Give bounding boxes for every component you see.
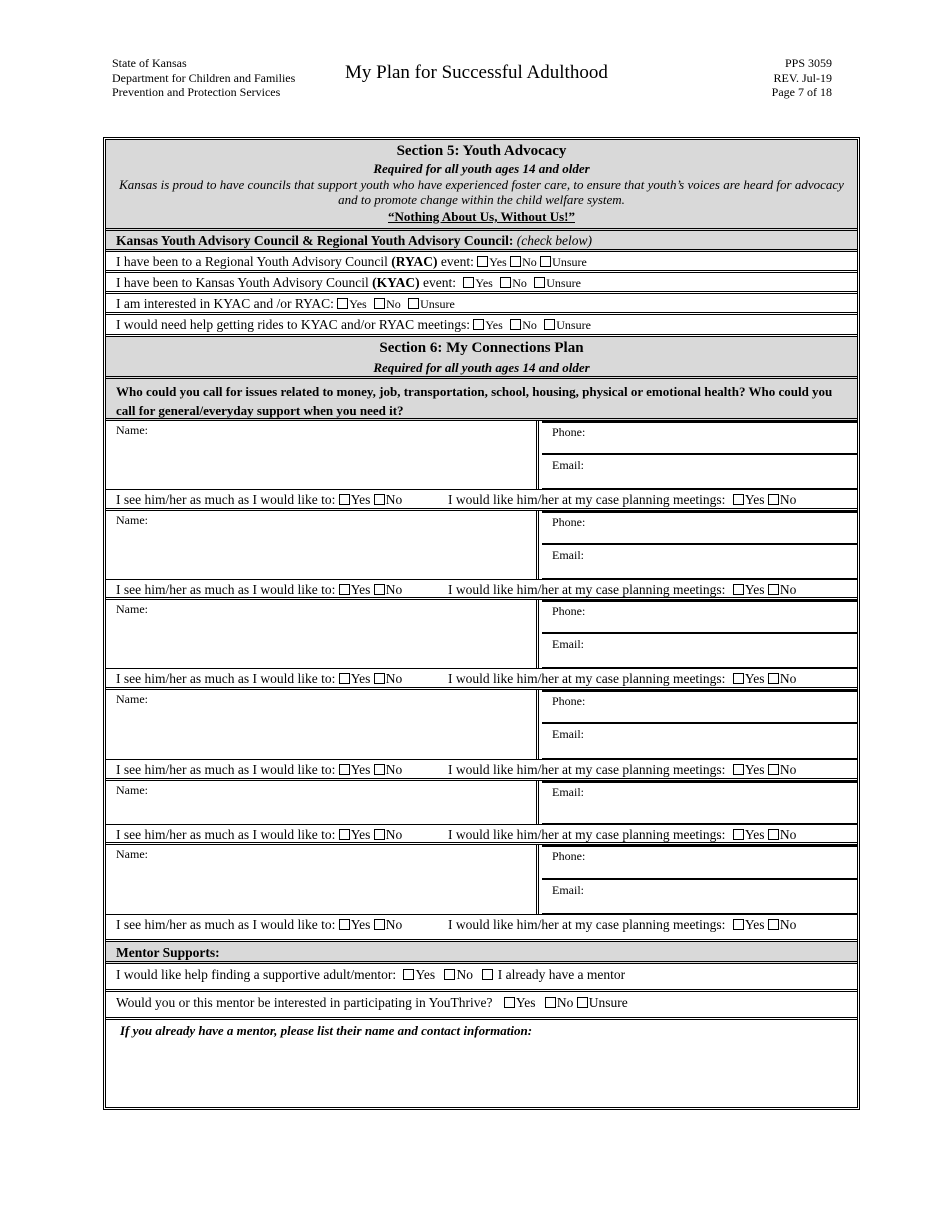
yes-label: Yes [744,582,765,597]
contact-block-6 [106,845,857,915]
contact-preference-row-3 [106,669,857,690]
see-no-checkbox[interactable] [374,494,385,505]
email-label: Email: [552,548,584,562]
contact-name-cell[interactable] [106,421,539,490]
phone-label: Phone: [552,694,586,708]
kyac-event-question: I have been to Kansas Youth Advisory Council [116,275,369,290]
see-no-checkbox[interactable] [374,829,385,840]
interest-unsure-checkbox[interactable] [408,298,419,309]
form-info-block [772,56,832,100]
contact-email-cell[interactable] [542,880,857,915]
see-no-checkbox[interactable] [374,919,385,930]
no-label: No [385,762,403,777]
section6-question: Who could you call for issues related to money, job, transportation, school, housing, physical or emotional health? Who could you call for general/everyday support when you need it? [116,384,833,418]
meeting-yes-checkbox[interactable] [733,494,744,505]
yes-label: Yes [415,967,436,982]
yes-label: Yes [350,917,371,932]
name-label: Name: [116,602,148,616]
mentor-heading: Mentor Supports: [116,945,220,960]
contact-email-cell[interactable] [542,634,857,669]
no-label: No [779,582,797,597]
name-label: Name: [116,692,148,706]
section6-required: Required for all youth ages 14 and older [373,360,590,375]
rides-row [106,315,857,337]
no-label: No [386,297,401,311]
already-have-mentor-checkbox[interactable] [482,969,493,980]
see-yes-checkbox[interactable] [339,919,350,930]
interest-no-checkbox[interactable] [374,298,385,309]
unsure-label: Unsure [546,276,581,290]
ryac-unsure-checkbox[interactable] [540,256,551,267]
contact-preference-row-4 [106,760,857,781]
yes-label: Yes [350,671,371,686]
contact-name-cell[interactable] [106,600,539,669]
yes-label: Yes [744,671,765,686]
section5-intro: Kansas is proud to have councils that support youth who have experienced foster care, to ensure that youth’s voices are heard for advocacy and to promote change within the child welfare system. [119,177,844,207]
youthrive-question: Would you or this mentor be interested in participating in YouThrive? [116,995,493,1010]
ryac-event-question: I have been to a Regional Youth Advisory Council [116,254,388,269]
kyac-event-suffix: event: [423,275,456,290]
yes-label: Yes [350,827,371,842]
yes-label: Yes [475,276,493,290]
mentor-help-no-checkbox[interactable] [444,969,455,980]
meeting-question: I would like him/her at my case planning meetings: [448,492,726,507]
unsure-label: Unsure [556,318,591,332]
meeting-question: I would like him/her at my case planning meetings: [448,582,726,597]
yes-label: Yes [350,582,371,597]
phone-label: Phone: [552,425,586,439]
see-question: I see him/her as much as I would like to: [116,492,336,507]
no-label: No [385,917,403,932]
agency-state: State of Kansas [112,56,187,70]
contact-block-4 [106,690,857,760]
meeting-question: I would like him/her at my case planning meetings: [448,671,726,686]
contact-preference-row-5 [106,825,857,845]
page-number: Page 7 of 18 [771,85,832,99]
rides-no-checkbox[interactable] [510,319,521,330]
yes-label: Yes [744,827,765,842]
no-label: No [385,671,403,686]
meeting-no-checkbox[interactable] [768,494,779,505]
no-label: No [779,827,797,842]
meeting-no-checkbox[interactable] [768,584,779,595]
see-yes-checkbox[interactable] [339,764,350,775]
email-label: Email: [552,727,584,741]
mentor-list-prompt: If you already have a mentor, please list their name and contact information: [120,1023,533,1038]
contact-phone-cell[interactable] [542,421,857,455]
yes-label: Yes [744,492,765,507]
see-question: I see him/her as much as I would like to: [116,827,336,842]
agency-division: Prevention and Protection Services [112,85,281,99]
email-label: Email: [552,785,584,799]
rides-yes-checkbox[interactable] [473,319,484,330]
kyac-no-checkbox[interactable] [500,277,511,288]
unsure-label: Unsure [588,995,628,1010]
yes-label: Yes [350,492,371,507]
youthrive-yes-checkbox[interactable] [504,997,515,1008]
yes-label: Yes [744,762,765,777]
meeting-question: I would like him/her at my case planning meetings: [448,917,726,932]
agency-block [112,56,295,100]
contact-preference-row-1 [106,490,857,511]
contact-email-cell[interactable] [542,545,857,580]
section5-title: Section 5: Youth Advocacy [396,143,567,159]
kyac-unsure-checkbox[interactable] [534,277,545,288]
contact-email-cell[interactable] [542,724,857,760]
contact-phone-cell[interactable] [542,845,857,880]
rides-unsure-checkbox[interactable] [544,319,555,330]
no-label: No [522,255,537,269]
yes-label: Yes [350,762,371,777]
yes-label: Yes [515,995,536,1010]
form-id: PPS 3059 [784,56,832,70]
mentor-heading-row [106,942,857,964]
contact-name-cell[interactable] [106,781,539,825]
meeting-yes-checkbox[interactable] [733,673,744,684]
interest-yes-checkbox[interactable] [337,298,348,309]
kyac-abbrev: (KYAC) [372,275,420,290]
unsure-label: Unsure [552,255,587,269]
mentor-help-row [106,964,857,992]
unsure-label: Unsure [420,297,455,311]
see-question: I see him/her as much as I would like to: [116,917,336,932]
see-no-checkbox[interactable] [374,584,385,595]
name-label: Name: [116,847,148,861]
contact-name-cell[interactable] [106,845,539,915]
interest-row [106,294,857,315]
council-heading-row [106,231,857,252]
meeting-yes-checkbox[interactable] [733,829,744,840]
no-label: No [522,318,537,332]
see-question: I see him/her as much as I would like to: [116,762,336,777]
youthrive-unsure-checkbox[interactable] [577,997,588,1008]
see-yes-checkbox[interactable] [339,584,350,595]
meeting-yes-checkbox[interactable] [733,764,744,775]
meeting-yes-checkbox[interactable] [733,584,744,595]
rides-question: I would need help getting rides to KYAC and/or RYAC meetings: [116,317,470,332]
no-label: No [779,917,797,932]
email-label: Email: [552,458,584,472]
contact-phone-cell[interactable] [542,600,857,634]
no-label: No [556,995,574,1010]
mentor-contact-box[interactable] [106,1020,857,1107]
ryac-abbrev: (RYAC) [391,254,438,269]
youthrive-no-checkbox[interactable] [545,997,556,1008]
contact-block-1 [106,421,857,490]
no-label: No [385,582,403,597]
ryac-event-suffix: event: [440,254,474,269]
meeting-no-checkbox[interactable] [768,673,779,684]
meeting-no-checkbox[interactable] [768,829,779,840]
form-revision: REV. Jul-19 [773,70,832,85]
no-label: No [456,967,473,982]
meeting-no-checkbox[interactable] [768,919,779,930]
no-label: No [779,492,797,507]
no-label: No [512,276,527,290]
name-label: Name: [116,783,148,797]
kyac-yes-checkbox[interactable] [463,277,474,288]
contact-phone-cell[interactable] [542,511,857,545]
section6-question-row [106,379,857,421]
youthrive-row [106,992,857,1020]
no-label: No [779,671,797,686]
contact-name-cell[interactable] [106,690,539,760]
contact-block-5 [106,781,857,825]
document-title: My Plan for Successful Adulthood [345,62,608,83]
contact-name-cell[interactable] [106,511,539,580]
name-label: Name: [116,513,148,527]
see-question: I see him/her as much as I would like to: [116,582,336,597]
ryac-no-checkbox[interactable] [510,256,521,267]
council-note: (check below) [516,233,593,248]
contact-preference-row-2 [106,580,857,600]
see-yes-checkbox[interactable] [339,673,350,684]
see-yes-checkbox[interactable] [339,829,350,840]
no-label: No [385,827,403,842]
agency-department: Department for Children and Families [112,70,296,85]
email-label: Email: [552,883,584,897]
see-no-checkbox[interactable] [374,764,385,775]
contact-phone-cell[interactable] [542,690,857,724]
phone-label: Phone: [552,604,586,618]
contact-email-cell[interactable] [542,781,857,825]
contact-block-2 [106,511,857,580]
meeting-question: I would like him/her at my case planning meetings: [448,762,726,777]
phone-label: Phone: [552,515,586,529]
section5-slogan: “Nothing About Us, Without Us!” [388,209,575,224]
section6-title: Section 6: My Connections Plan [379,340,584,356]
see-no-checkbox[interactable] [374,673,385,684]
form-table [103,137,860,1110]
contact-block-3 [106,600,857,669]
yes-label: Yes [744,917,765,932]
meeting-question: I would like him/her at my case planning meetings: [448,827,726,842]
name-label: Name: [116,423,148,437]
mentor-help-yes-checkbox[interactable] [403,969,414,980]
yes-label: Yes [349,297,367,311]
ryac-yes-checkbox[interactable] [477,256,488,267]
council-heading: Kansas Youth Advisory Council & Regional Youth Advisory Council: [116,233,514,248]
phone-label: Phone: [552,849,586,863]
yes-label: Yes [489,255,507,269]
mentor-help-question: I would like help finding a supportive adult/mentor: [116,967,397,982]
no-label: No [779,762,797,777]
ryac-event-row [106,252,857,273]
see-yes-checkbox[interactable] [339,494,350,505]
email-label: Email: [552,637,584,651]
meeting-yes-checkbox[interactable] [733,919,744,930]
kyac-event-row [106,273,857,294]
no-label: No [385,492,403,507]
see-question: I see him/her as much as I would like to: [116,671,336,686]
section5-header [106,140,857,231]
yes-label: Yes [485,318,503,332]
contact-email-cell[interactable] [542,455,857,490]
section5-required: Required for all youth ages 14 and older [373,161,590,176]
section6-header [106,337,857,379]
meeting-no-checkbox[interactable] [768,764,779,775]
contact-preference-row-6 [106,915,857,942]
interest-question: I am interested in KYAC and /or RYAC: [116,296,334,311]
already-have-mentor-label: I already have a mentor [497,967,626,982]
